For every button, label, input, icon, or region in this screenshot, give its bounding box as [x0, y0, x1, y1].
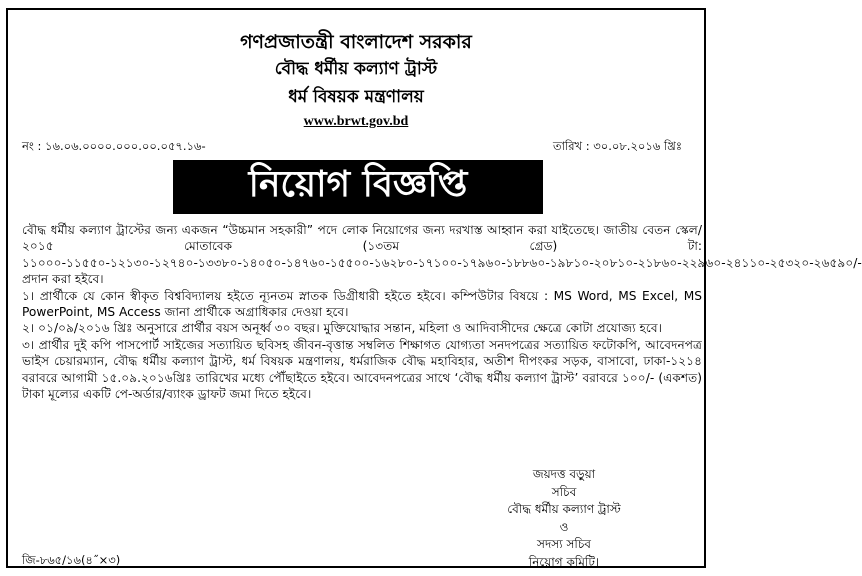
requirement-1: ১। প্রার্থীকে যে কোন স্বীকৃত বিশ্ববিদ্যালয় হইতে ন্যূনতম স্নাতক ডিগ্রীধারী হইতে হইবে। কম্পিউটার বিষয়ে : MS Word, MS Excel, MS PowerPoint, MS Access জানা প্রার্থীকে অগ্রাধিকার দেওয়া হবে। [22, 288, 702, 320]
ad-code: জি-৮৬৫/১৬(৪˝×৩) [22, 553, 121, 567]
signatory-name: জয়দত্ত বড়ুয়া [532, 467, 596, 481]
signatory-conjunction: ও [559, 519, 569, 534]
government-name: গণপ্রজাতন্ত্রী বাংলাদেশ সরকার [240, 31, 472, 53]
ministry-name: ধর্ম বিষয়ক মন্ত্রণালয় [288, 87, 424, 107]
signatory-role: সদস্য সচিব [537, 537, 591, 551]
website-link[interactable]: www.brwt.gov.bd [303, 114, 409, 129]
signature-block [464, 466, 664, 571]
notice-frame [6, 8, 862, 569]
notice-date: তারিখ : ৩০.০৮.২০১৬ খ্রিঃ [552, 139, 682, 153]
signatory-organization: বৌদ্ধ ধর্মীয় কল্যাণ ট্রাস্ট [507, 502, 621, 516]
notice-body [22, 222, 862, 402]
requirement-2: ২। ০১/০৯/২০১৬ খ্রিঃ অনুসারে প্রার্থীর বয়স অনূর্ধ্ব ৩০ বছর। মুক্তিযোদ্ধার সন্তান, মহিলা ও আদিবাসীদের ক্ষেত্রে কোটা প্রযোজ্য হবে। [22, 321, 662, 336]
intro-paragraph: বৌদ্ধ ধর্মীয় কল্যাণ ট্রাস্টের জন্য একজন “উচ্চমান সহকারী” পদে লোক নিয়োগের জন্য দরখাস্ত আহ্বান করা যাইতেছে। জাতীয় বেতন স্কেল/২০১৫ মোতাবেক (১৩তম গ্রেড) টা: ১১০০০-১১৫৫০-১২১৩০-১২৭৪০-১৩৩৮০-১৪০৫০-১৪৭৬০-১৫৫০০-১৬২৮০-১৭১০০-১৭৯৬০-১৮৮৬০-১৯৮১০-২০৮১০-২১৮৬০-২২৯৬০-২৪১১০-২৫৩২০-২৬৫৯০/- প্রদান করা হইবে। [22, 223, 862, 287]
trust-name: বৌদ্ধ ধর্মীয় কল্যাণ ট্রাস্ট [274, 59, 438, 79]
reference-number: নং : ১৬.০৬.০০০০.০০০.০০.০৫৭.১৬- [22, 139, 206, 153]
requirement-3: ৩। প্রার্থীর দুই কপি পাসপোর্ট সাইজের সত্যায়িত ছবিসহ জীবন-বৃত্তান্ত সম্বলিত শিক্ষাগত যোগ্যতা সনদপত্রের সত্যায়িত ফটোকপি, আবেদনপত্র ভাইস চেয়ারম্যান, বৌদ্ধ ধর্মীয় কল্যাণ ট্রাস্ট, ধর্ম বিষয়ক মন্ত্রণালয়, ধর্মরাজিক বৌদ্ধ মহাবিহার, অতীশ দীপংকর সড়ক, বাসাবো, ঢাকা-১২১৪ বরাবরে আগামী ১৫.০৯.২০১৬খ্রিঃ তারিখের মধ্যে পৌঁছাইতে হইবে। আবেদনপত্রের সাথে ‘বৌদ্ধ ধর্মীয় কল্যাণ ট্রাস্ট’ বরাবরে ১০০/- (একশত) টাকা মূল্যের একটি পে-অর্ডার/ব্যাংক ড্রাফট জমা দিতে হইবে। [22, 337, 702, 402]
notice-title: নিয়োগ বিজ্ঞপ্তি [173, 160, 543, 214]
signatory-committee: নিয়োগ কমিটি। [528, 554, 600, 569]
signatory-designation: সচিব [551, 484, 577, 499]
